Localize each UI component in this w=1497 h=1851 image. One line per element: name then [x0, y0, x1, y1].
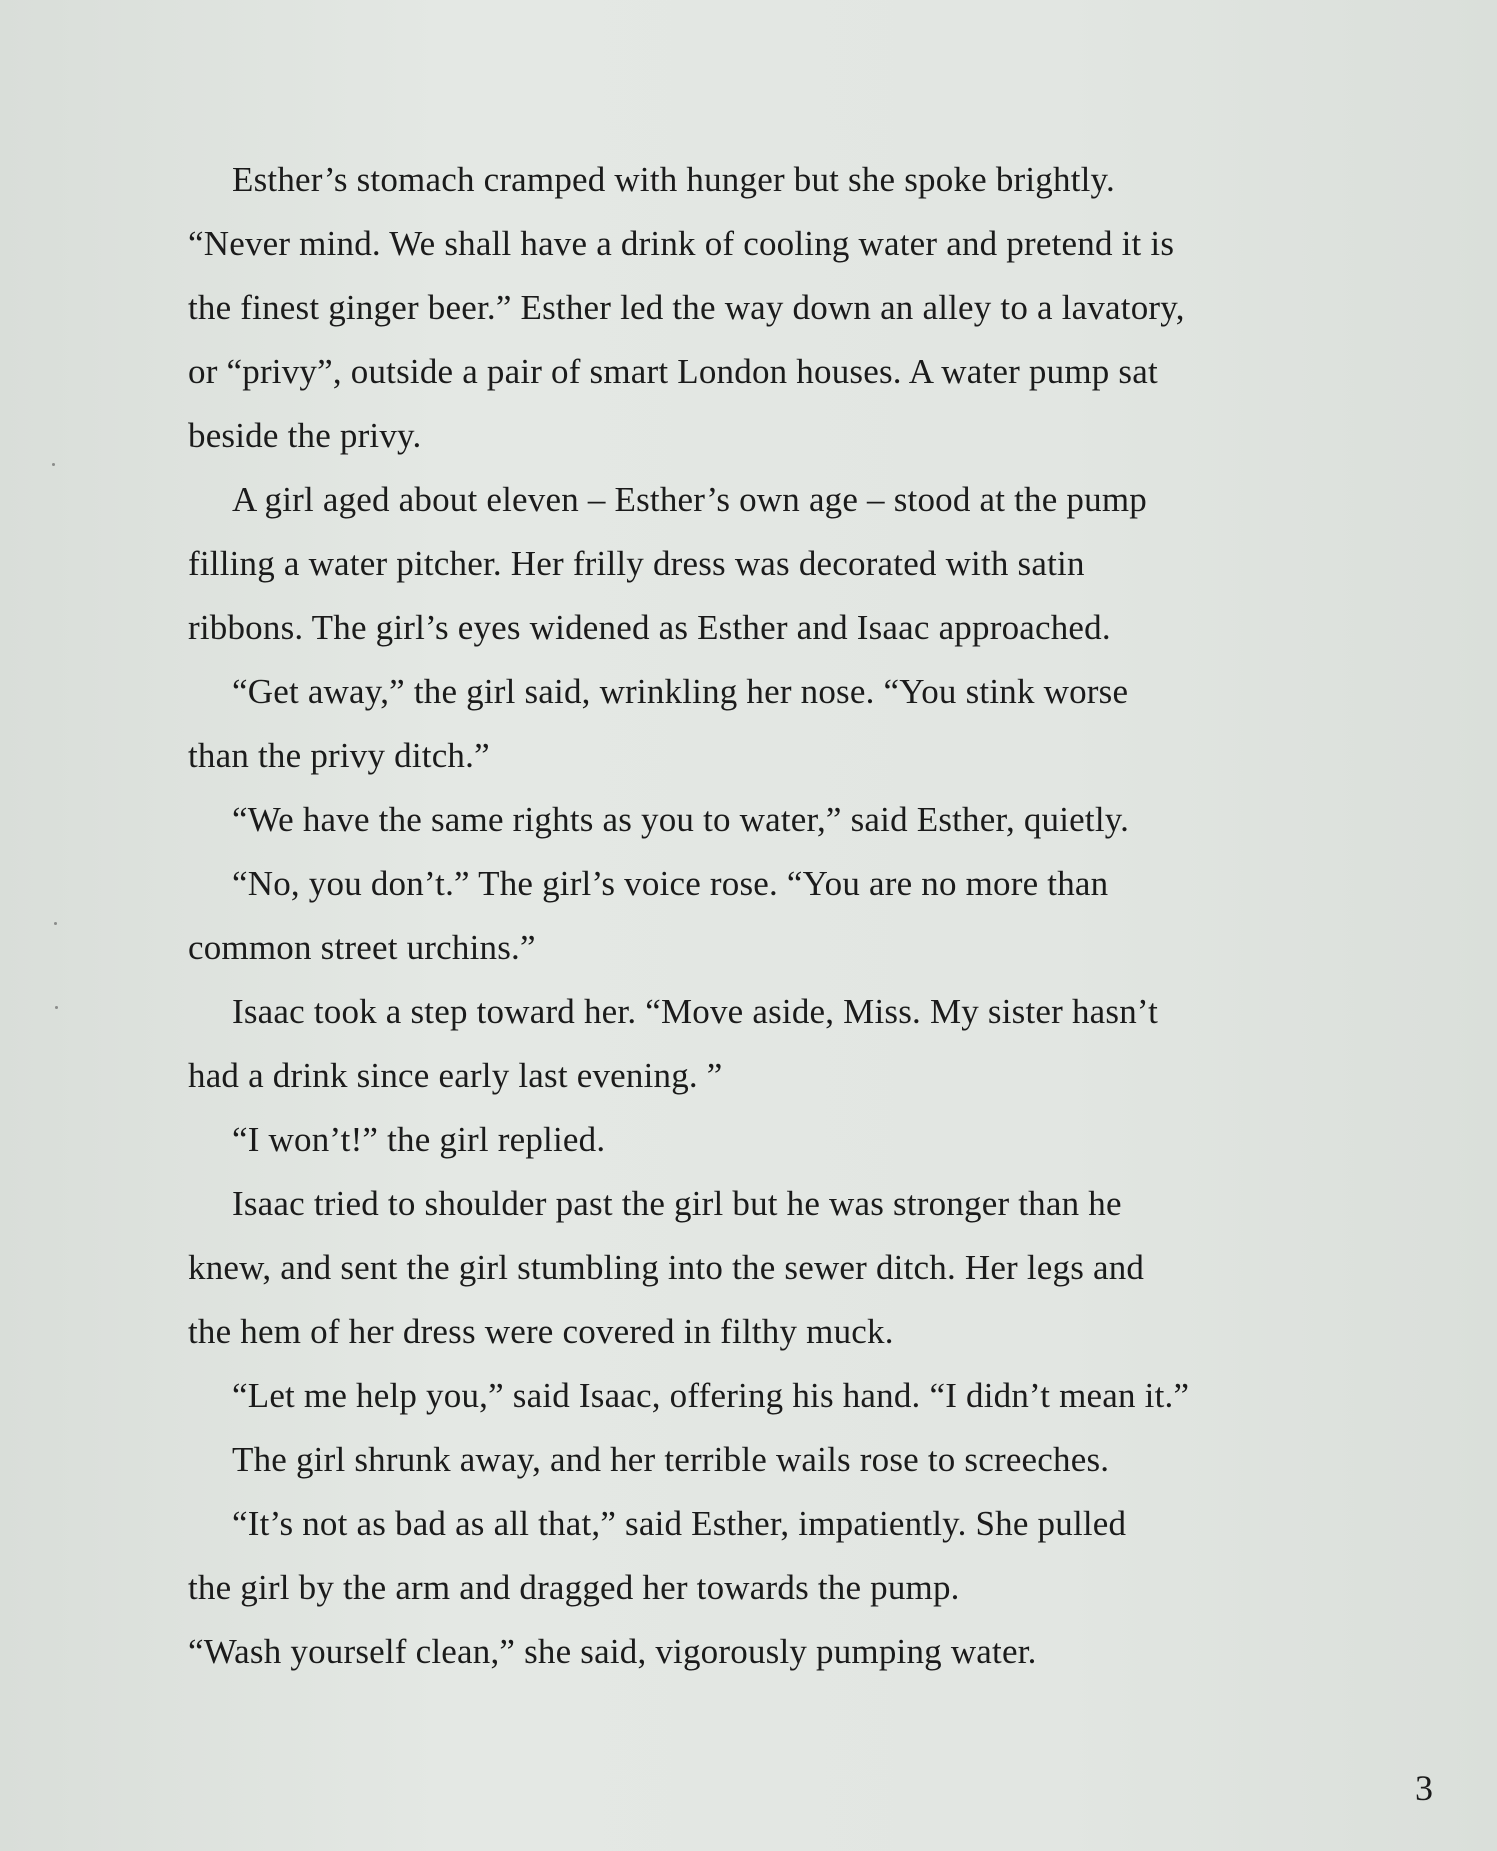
margin-speck	[55, 1006, 58, 1009]
text-line-5: beside the privy.	[188, 416, 422, 455]
text-line-6: A girl aged about eleven – Esther’s own age – stood at the pump	[232, 480, 1147, 519]
text-line-11: “We have the same rights as you to water,” said Esther, quietly.	[232, 800, 1130, 839]
text-line-23: the girl by the arm and dragged her towards the pump.	[188, 1568, 960, 1607]
margin-speck	[52, 463, 55, 466]
text-line-4: or “privy”, outside a pair of smart London houses. A water pump sat	[188, 352, 1158, 391]
text-line-2: “Never mind. We shall have a drink of cooling water and pretend it is	[188, 224, 1175, 263]
text-line-9: “Get away,” the girl said, wrinkling her nose. “You stink worse	[232, 672, 1129, 711]
text-line-12: “No, you don’t.” The girl’s voice rose. “You are no more than	[232, 864, 1109, 903]
text-line-13: common street urchins.”	[188, 928, 536, 967]
text-line-7: filling a water pitcher. Her frilly dress was decorated with satin	[188, 544, 1085, 583]
text-line-8: ribbons. The girl’s eyes widened as Esther and Isaac approached.	[188, 608, 1111, 647]
text-line-21: The girl shrunk away, and her terrible wails rose to screeches.	[232, 1440, 1110, 1479]
text-line-18: knew, and sent the girl stumbling into the sewer ditch. Her legs and	[188, 1248, 1145, 1287]
text-line-15: had a drink since early last evening. ”	[188, 1056, 723, 1095]
text-line-24: “Wash yourself clean,” she said, vigorously pumping water.	[188, 1632, 1037, 1671]
text-line-20: “Let me help you,” said Isaac, offering his hand. “I didn’t mean it.”	[232, 1376, 1190, 1415]
text-line-22: “It’s not as bad as all that,” said Esther, impatiently. She pulled	[232, 1504, 1127, 1543]
text-line-10: than the privy ditch.”	[188, 736, 490, 775]
text-line-19: the hem of her dress were covered in filthy muck.	[188, 1312, 894, 1351]
text-line-17: Isaac tried to shoulder past the girl but he was stronger than he	[232, 1184, 1122, 1223]
text-line-1: Esther’s stomach cramped with hunger but she spoke brightly.	[232, 160, 1115, 199]
page-number: 3	[1415, 1768, 1433, 1808]
text-line-3: the finest ginger beer.” Esther led the way down an alley to a lavatory,	[188, 288, 1185, 327]
text-line-14: Isaac took a step toward her. “Move aside, Miss. My sister hasn’t	[232, 992, 1159, 1031]
margin-speck	[54, 922, 57, 925]
text-line-16: “I won’t!” the girl replied.	[232, 1120, 606, 1159]
